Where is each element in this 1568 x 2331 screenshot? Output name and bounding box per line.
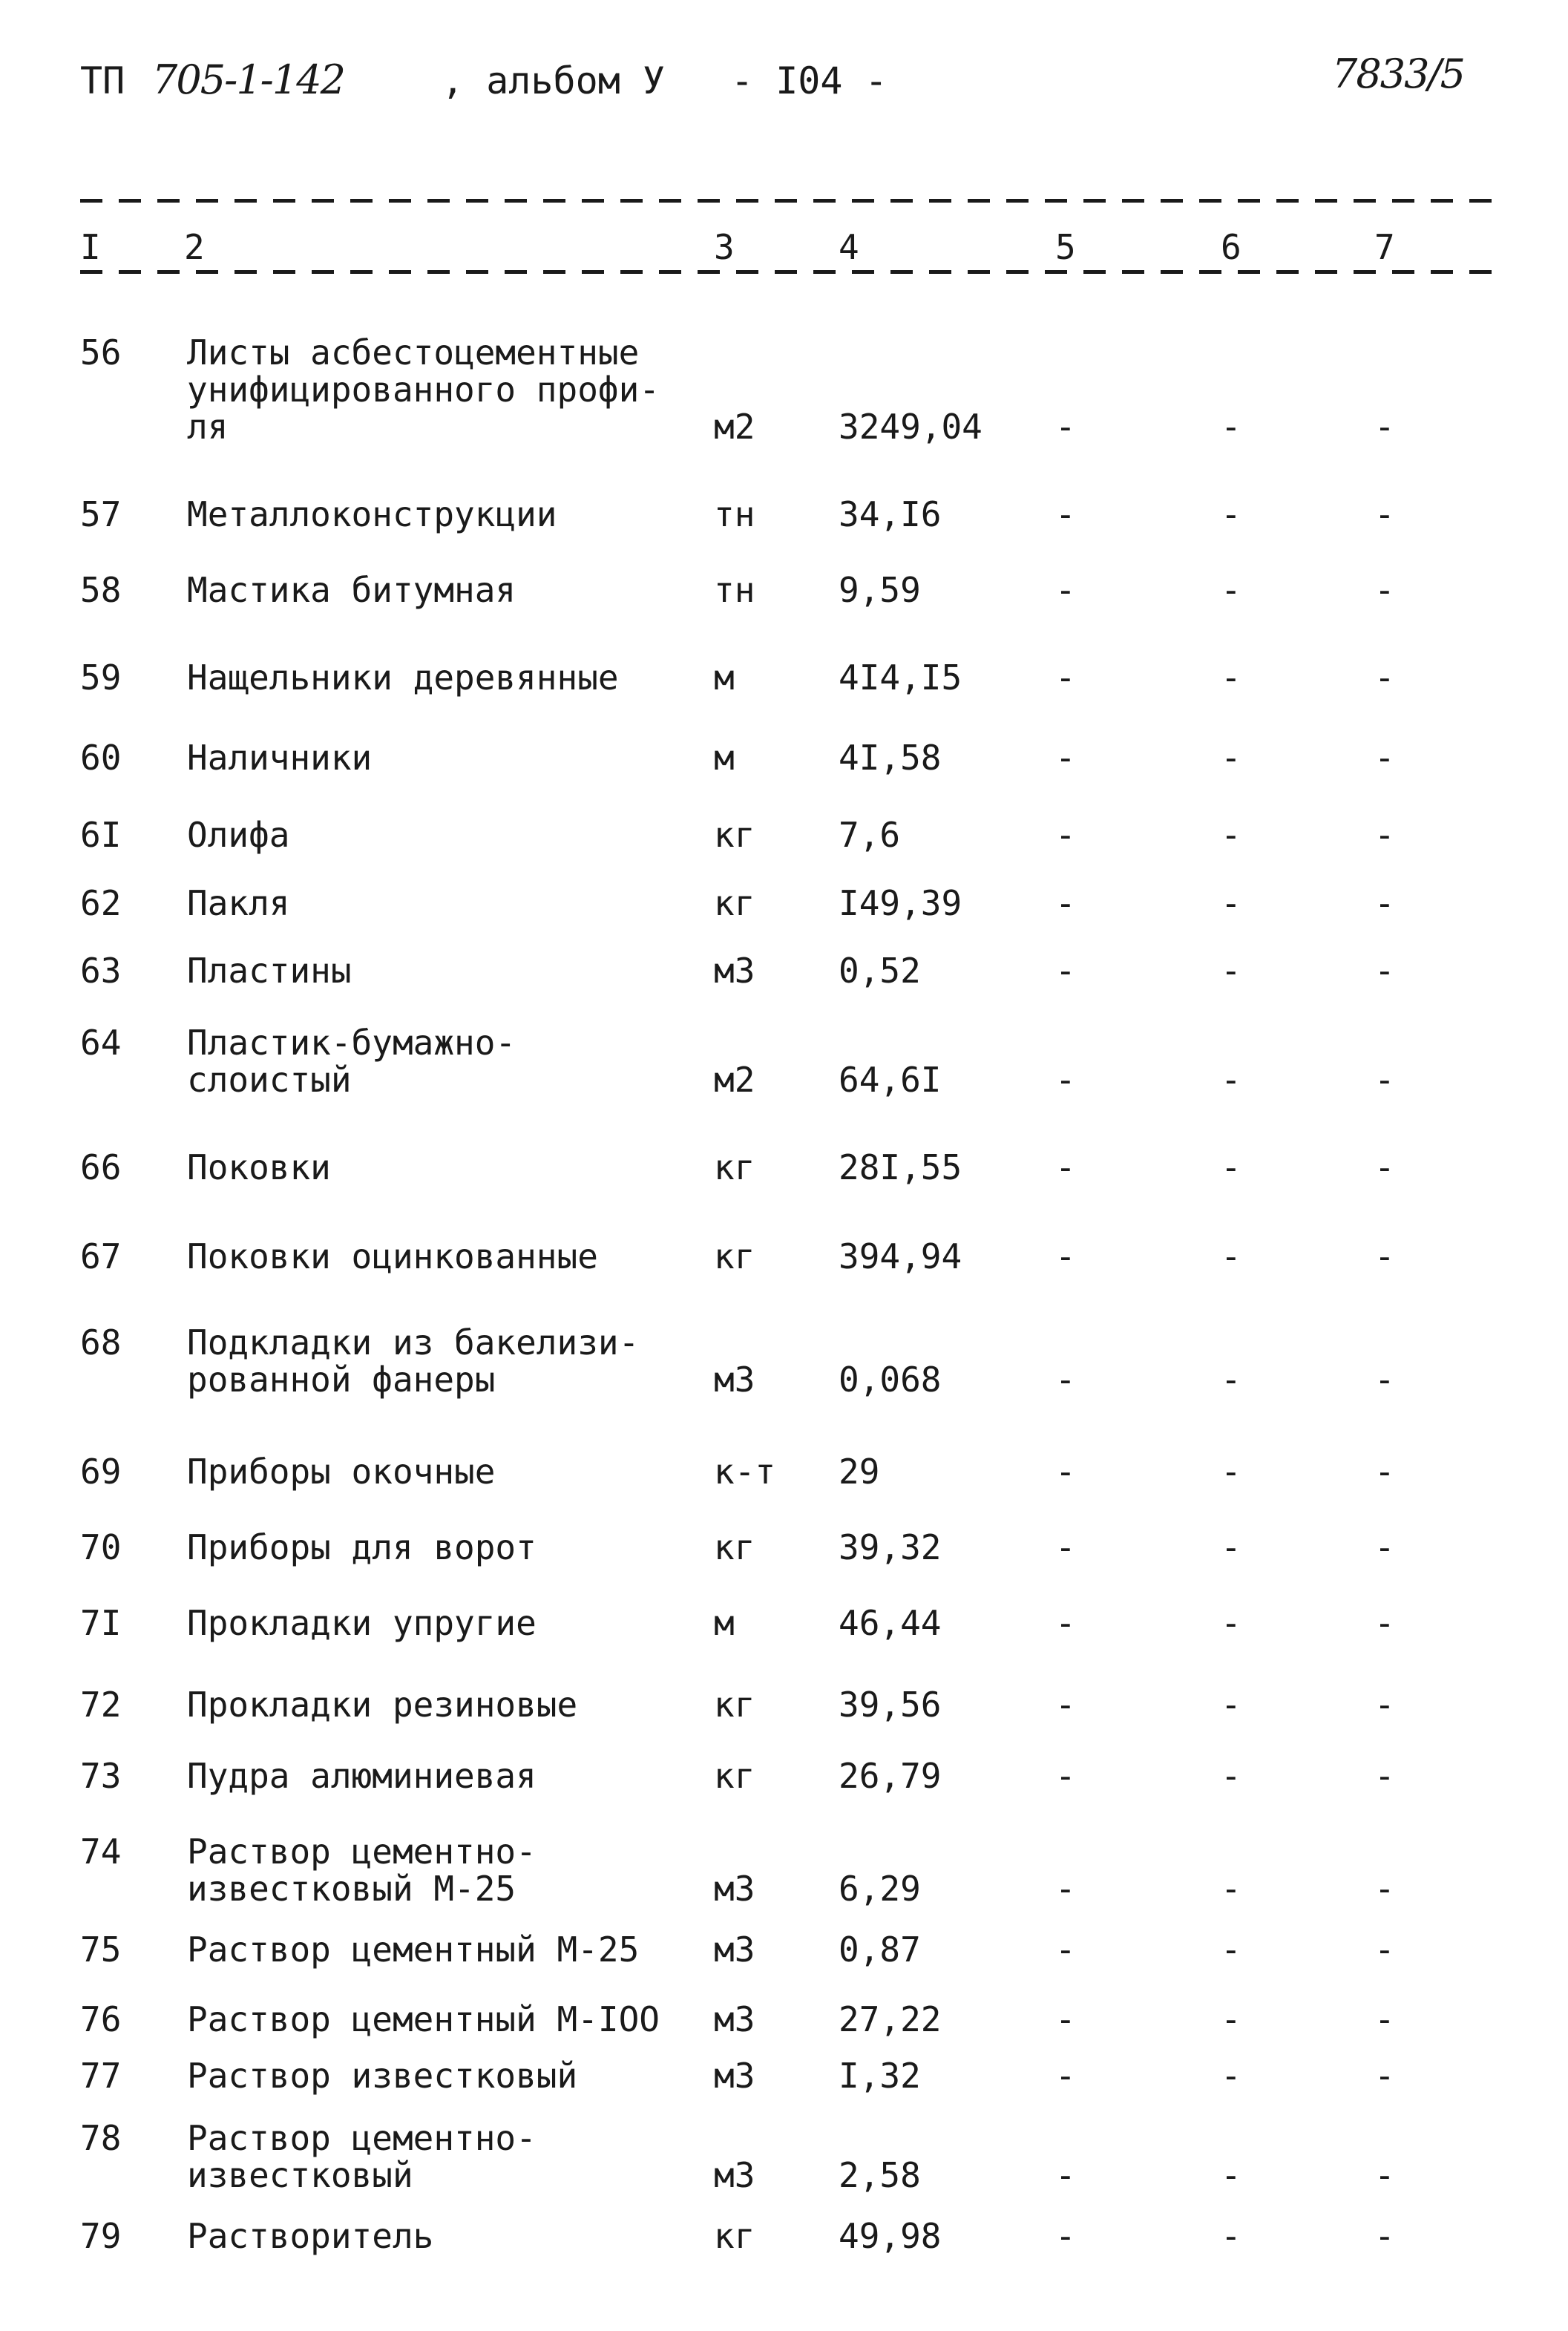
quantity-value: 394,94: [839, 1236, 962, 1276]
unit-of-measure: кг: [714, 1147, 755, 1187]
unit-of-measure: м3: [714, 1360, 755, 1400]
unit-of-measure: тн: [714, 570, 755, 610]
material-name: Поковки оцинкованные: [187, 1236, 598, 1276]
column-5-value: -: [1055, 1685, 1076, 1725]
row-number: 73: [80, 1756, 122, 1796]
column-5-value: -: [1055, 1603, 1076, 1643]
quantity-value: I49,39: [839, 883, 962, 923]
column-5-value: -: [1055, 494, 1076, 534]
quantity-value: 28I,55: [839, 1147, 962, 1187]
unit-of-measure: м3: [714, 1869, 755, 1909]
quantity-value: 26,79: [839, 1756, 942, 1796]
material-name: Прокладки упругие: [187, 1603, 537, 1643]
column-6-value: -: [1221, 1685, 1241, 1725]
column-6-value: -: [1221, 815, 1241, 855]
column-7-value: -: [1374, 1060, 1395, 1100]
material-name: Листы асбестоцементные унифицированного профи- ля: [187, 332, 660, 447]
quantity-value: 4I4,I5: [839, 658, 962, 698]
material-name: Нащельники деревянные: [187, 658, 619, 698]
column-5-value: -: [1055, 570, 1076, 610]
column-5-value: -: [1055, 815, 1076, 855]
row-number: 67: [80, 1236, 122, 1276]
column-number: 2: [184, 227, 205, 267]
unit-of-measure: м2: [714, 1060, 755, 1100]
quantity-value: 46,44: [839, 1603, 942, 1643]
material-name: Раствор цементно- известковый: [187, 2118, 537, 2195]
material-name: Пластины: [187, 951, 352, 991]
header-rule-top: [80, 199, 1494, 203]
quantity-value: 6,29: [839, 1869, 921, 1909]
column-7-value: -: [1374, 815, 1395, 855]
column-6-value: -: [1221, 1360, 1241, 1400]
column-5-value: -: [1055, 1527, 1076, 1567]
material-name: Мастика битумная: [187, 570, 516, 610]
quantity-value: 9,59: [839, 570, 921, 610]
column-5-value: -: [1055, 2155, 1076, 2195]
quantity-value: 4I,58: [839, 738, 942, 778]
column-7-value: -: [1374, 1360, 1395, 1400]
material-name: Раствор известковый: [187, 2056, 578, 2096]
row-number: 75: [80, 1930, 122, 1970]
material-name: Подкладки из бакелизи- рованной фанеры: [187, 1322, 640, 1400]
column-5-value: -: [1055, 1869, 1076, 1909]
column-7-value: -: [1374, 1603, 1395, 1643]
material-name: Олифа: [187, 815, 290, 855]
unit-of-measure: м3: [714, 1999, 755, 2039]
row-number: 69: [80, 1452, 122, 1492]
row-number: 78: [80, 2118, 122, 2158]
material-name: Металлоконструкции: [187, 494, 557, 534]
row-number: 66: [80, 1147, 122, 1187]
quantity-value: 64,6I: [839, 1060, 942, 1100]
row-number: 70: [80, 1527, 122, 1567]
column-7-value: -: [1374, 1869, 1395, 1909]
column-7-value: -: [1374, 951, 1395, 991]
column-7-value: -: [1374, 1930, 1395, 1970]
column-6-value: -: [1221, 883, 1241, 923]
material-name: Пудра алюминиевая: [187, 1756, 537, 1796]
column-7-value: -: [1374, 738, 1395, 778]
column-6-value: -: [1221, 1236, 1241, 1276]
column-7-value: -: [1374, 2216, 1395, 2256]
row-number: 57: [80, 494, 122, 534]
column-5-value: -: [1055, 883, 1076, 923]
unit-of-measure: м: [714, 658, 735, 698]
material-name: Прокладки резиновые: [187, 1685, 578, 1725]
column-6-value: -: [1221, 2155, 1241, 2195]
column-number: 3: [714, 227, 735, 267]
column-6-value: -: [1221, 951, 1241, 991]
column-5-value: -: [1055, 1452, 1076, 1492]
row-number: 56: [80, 332, 122, 373]
quantity-value: 0,52: [839, 951, 921, 991]
column-6-value: -: [1221, 407, 1241, 447]
page-number: - I04 -: [731, 59, 888, 102]
quantity-value: 49,98: [839, 2216, 942, 2256]
column-6-value: -: [1221, 2056, 1241, 2096]
material-name: Пластик-бумажно- слоистый: [187, 1023, 516, 1100]
column-number: 7: [1374, 227, 1395, 267]
column-7-value: -: [1374, 2155, 1395, 2195]
unit-of-measure: кг: [714, 1236, 755, 1276]
column-7-value: -: [1374, 1999, 1395, 2039]
column-7-value: -: [1374, 658, 1395, 698]
material-name: Приборы окочные: [187, 1452, 496, 1492]
column-6-value: -: [1221, 2216, 1241, 2256]
column-7-value: -: [1374, 1527, 1395, 1567]
column-5-value: -: [1055, 2056, 1076, 2096]
unit-of-measure: к-т: [714, 1452, 776, 1492]
row-number: 76: [80, 1999, 122, 2039]
row-number: 6I: [80, 815, 122, 855]
column-7-value: -: [1374, 883, 1395, 923]
quantity-value: 7,6: [839, 815, 901, 855]
row-number: 62: [80, 883, 122, 923]
unit-of-measure: кг: [714, 883, 755, 923]
header-rule-bottom: [80, 270, 1494, 274]
column-6-value: -: [1221, 1147, 1241, 1187]
doc-prefix: ТП: [80, 59, 125, 102]
column-7-value: -: [1374, 1685, 1395, 1725]
column-6-value: -: [1221, 570, 1241, 610]
quantity-value: 0,87: [839, 1930, 921, 1970]
column-6-value: -: [1221, 1452, 1241, 1492]
column-5-value: -: [1055, 1999, 1076, 2039]
album-label: , альбом У: [442, 59, 666, 102]
column-5-value: -: [1055, 1360, 1076, 1400]
unit-of-measure: кг: [714, 1527, 755, 1567]
row-number: 63: [80, 951, 122, 991]
material-name: Раствор цементный М-IOO: [187, 1999, 660, 2039]
material-name: Раствор цементный М-25: [187, 1930, 640, 1970]
column-7-value: -: [1374, 570, 1395, 610]
column-number: 5: [1055, 227, 1076, 267]
column-5-value: -: [1055, 2216, 1076, 2256]
unit-of-measure: м: [714, 1603, 735, 1643]
row-number: 58: [80, 570, 122, 610]
quantity-value: 2,58: [839, 2155, 921, 2195]
column-6-value: -: [1221, 738, 1241, 778]
row-number: 79: [80, 2216, 122, 2256]
quantity-value: 39,56: [839, 1685, 942, 1725]
quantity-value: 29: [839, 1452, 880, 1492]
sheet-code: 7833/5: [1332, 50, 1464, 97]
row-number: 7I: [80, 1603, 122, 1643]
quantity-value: I,32: [839, 2056, 921, 2096]
column-5-value: -: [1055, 1147, 1076, 1187]
column-7-value: -: [1374, 2056, 1395, 2096]
column-5-value: -: [1055, 658, 1076, 698]
unit-of-measure: кг: [714, 1685, 755, 1725]
column-6-value: -: [1221, 1756, 1241, 1796]
unit-of-measure: м2: [714, 407, 755, 447]
column-7-value: -: [1374, 1452, 1395, 1492]
unit-of-measure: м3: [714, 1930, 755, 1970]
column-7-value: -: [1374, 494, 1395, 534]
material-name: Поковки: [187, 1147, 331, 1187]
row-number: 59: [80, 658, 122, 698]
column-number: 4: [839, 227, 859, 267]
column-5-value: -: [1055, 1756, 1076, 1796]
column-7-value: -: [1374, 1236, 1395, 1276]
unit-of-measure: м: [714, 738, 735, 778]
material-name: Наличники: [187, 738, 373, 778]
unit-of-measure: м3: [714, 2155, 755, 2195]
unit-of-measure: кг: [714, 815, 755, 855]
column-6-value: -: [1221, 494, 1241, 534]
row-number: 64: [80, 1023, 122, 1063]
row-number: 68: [80, 1322, 122, 1363]
quantity-value: 39,32: [839, 1527, 942, 1567]
quantity-value: 34,I6: [839, 494, 942, 534]
row-number: 77: [80, 2056, 122, 2096]
material-name: Растворитель: [187, 2216, 434, 2256]
column-6-value: -: [1221, 1603, 1241, 1643]
quantity-value: 3249,04: [839, 407, 983, 447]
material-name: Приборы для ворот: [187, 1527, 537, 1567]
unit-of-measure: тн: [714, 494, 755, 534]
column-5-value: -: [1055, 1930, 1076, 1970]
column-6-value: -: [1221, 658, 1241, 698]
column-5-value: -: [1055, 1060, 1076, 1100]
column-number: I: [80, 227, 101, 267]
column-7-value: -: [1374, 407, 1395, 447]
unit-of-measure: кг: [714, 1756, 755, 1796]
column-6-value: -: [1221, 1060, 1241, 1100]
unit-of-measure: м3: [714, 2056, 755, 2096]
doc-number: 705-1-142: [152, 56, 344, 103]
column-number: 6: [1221, 227, 1241, 267]
column-6-value: -: [1221, 1527, 1241, 1567]
column-6-value: -: [1221, 1999, 1241, 2039]
column-7-value: -: [1374, 1147, 1395, 1187]
column-5-value: -: [1055, 407, 1076, 447]
row-number: 60: [80, 738, 122, 778]
column-5-value: -: [1055, 1236, 1076, 1276]
column-5-value: -: [1055, 738, 1076, 778]
material-name: Пакля: [187, 883, 290, 923]
row-number: 74: [80, 1832, 122, 1872]
quantity-value: 0,068: [839, 1360, 942, 1400]
unit-of-measure: м3: [714, 951, 755, 991]
column-7-value: -: [1374, 1756, 1395, 1796]
column-5-value: -: [1055, 951, 1076, 991]
row-number: 72: [80, 1685, 122, 1725]
quantity-value: 27,22: [839, 1999, 942, 2039]
unit-of-measure: кг: [714, 2216, 755, 2256]
column-6-value: -: [1221, 1930, 1241, 1970]
column-6-value: -: [1221, 1869, 1241, 1909]
material-name: Раствор цементно- известковый М-25: [187, 1832, 537, 1909]
